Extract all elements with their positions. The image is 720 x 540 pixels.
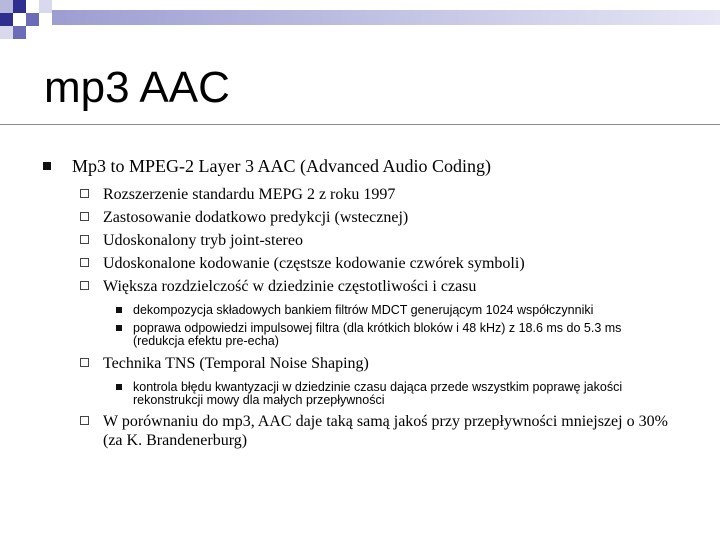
checkbox-bullet-icon [80,358,89,367]
sub-list-item-text: poprawa odpowiedzi impulsowej filtra (dla krótkich bloków i 48 kHz) z 18.6 ms do 5.3 ms (redukcja efektu pre-echa) [133,321,622,348]
slide-content [0,150,720,450]
list-item [0,254,720,273]
list-item [0,412,720,450]
main-bullet-text: Mp3 to MPEG-2 Layer 3 AAC (Advanced Audio Coding) [72,156,491,176]
slide-title: mp3 AAC [44,63,230,112]
list-item-text: W porównaniu do mp3, AAC daje taką samą jakoś przy przepływności mniejszej o 30% (za K. Brandenerburg) [103,413,668,449]
square-bullet-icon [116,325,122,331]
checkbox-bullet-icon [80,416,89,425]
decorative-corner-pattern [0,0,720,40]
list-item-text: Większa rozdzielczość w dziedzinie częstotliwości i czasu [103,278,477,295]
title-divider [0,124,720,125]
list-item-text: Rozszerzenie standardu MEPG 2 z roku 1997 [103,186,396,203]
sub-list-item-text: kontrola błędu kwantyzacji w dziedzinie czasu dająca przede wszystkim poprawę jakości rekonstrukcji mowy dla małych przepływności [133,380,623,407]
sub-list-item-text: dekompozycja składowych bankiem filtrów MDCT generującym 1024 współczynniki [133,303,594,317]
list-item-text: Udoskonalone kodowanie (częstsze kodowanie czwórek symboli) [103,255,525,272]
list-item [0,185,720,204]
checkbox-bullet-icon [80,189,89,198]
sub-list-item [0,381,720,407]
list-item-text: Udoskonalony tryb joint-stereo [103,232,303,249]
square-bullet-icon [43,162,51,170]
checkbox-bullet-icon [80,235,89,244]
square-bullet-icon [116,384,122,390]
list-item-text: Zastosowanie dodatkowo predykcji (wstecznej) [103,209,409,226]
sub-list-item [0,304,720,317]
list-item-text: Technika TNS (Temporal Noise Shaping) [103,355,369,372]
list-item [0,277,720,296]
list-item [0,354,720,373]
main-bullet [0,155,720,177]
checkbox-bullet-icon [80,258,89,267]
checkbox-bullet-icon [80,212,89,221]
list-item [0,208,720,227]
square-bullet-icon [116,307,122,313]
sub-list-item [0,322,720,348]
list-item [0,231,720,250]
checkbox-bullet-icon [80,281,89,290]
